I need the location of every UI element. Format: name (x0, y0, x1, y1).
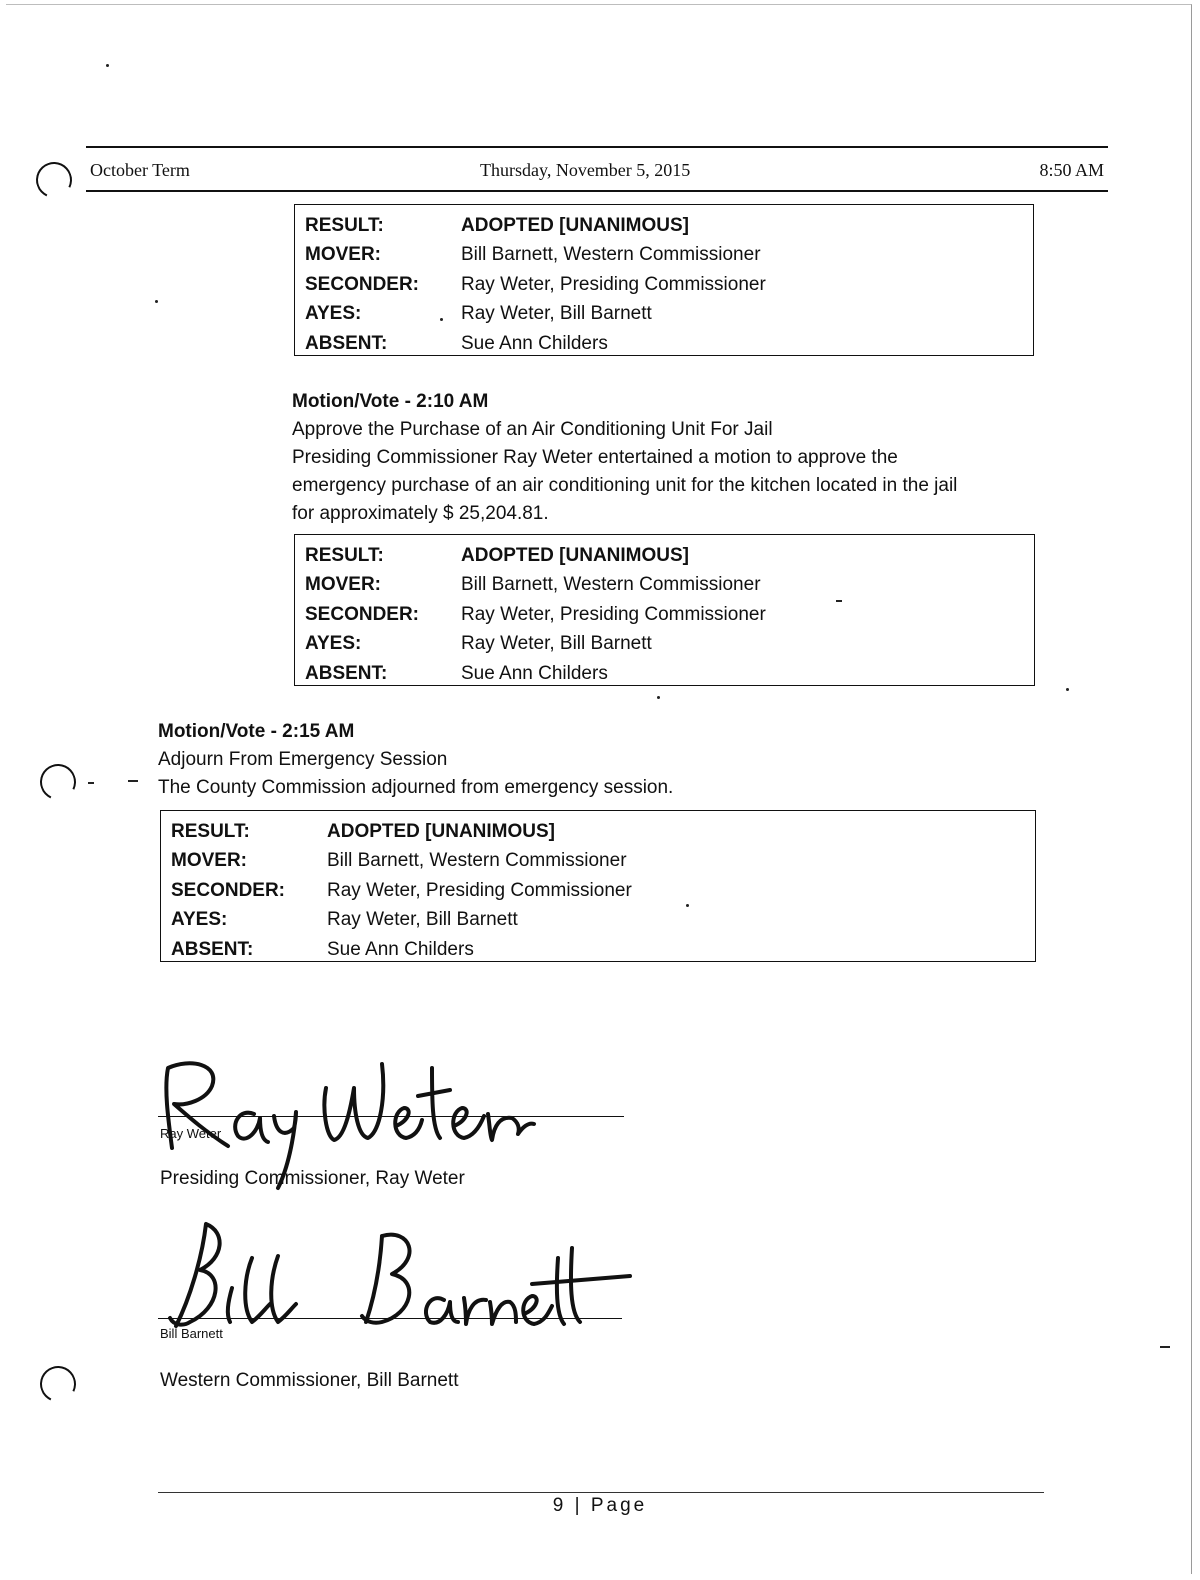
vote-label-absent: ABSENT: (305, 332, 388, 354)
vote-label-ayes: AYES: (305, 303, 362, 325)
vote-value-absent: Sue Ann Childers (461, 332, 608, 354)
scan-speck (106, 64, 109, 67)
vote-label-seconder: SECONDER: (305, 273, 420, 295)
motion-text-line: The County Commission adjourned from emergency session. (158, 777, 674, 798)
vote-label-mover: MOVER: (305, 574, 381, 596)
vote-row-ayes (171, 906, 1035, 936)
vote-value-ayes: Ray Weter, Bill Barnett (461, 303, 652, 325)
vote-value-mover: Bill Barnett, Western Commissioner (461, 574, 761, 596)
vote-row-absent (305, 659, 1034, 689)
signature-title: Western Commissioner, Bill Barnett (160, 1370, 459, 1391)
signature-line (158, 1116, 624, 1117)
vote-label-result: RESULT: (305, 544, 384, 566)
motion-block (158, 718, 673, 802)
vote-label-result: RESULT: (305, 214, 384, 236)
scan-speck (657, 696, 660, 699)
vote-row-mover (171, 847, 1035, 877)
vote-label-absent: ABSENT: (305, 662, 388, 684)
vote-row-result (305, 541, 1034, 571)
vote-row-absent (305, 329, 1033, 359)
vote-row-ayes (305, 630, 1034, 660)
vote-label-result: RESULT: (171, 820, 250, 842)
motion-text-line: for approximately $ 25,204.81. (292, 503, 549, 524)
vote-value-absent: Sue Ann Childers (461, 662, 608, 684)
scan-speck (155, 300, 158, 303)
vote-result-box (294, 534, 1035, 686)
motion-heading: Motion/Vote - 2:15 AM (158, 721, 355, 742)
footer-rule (158, 1492, 1044, 1493)
motion-text-line: emergency purchase of an air conditioning unit for the kitchen located in the jail (292, 475, 958, 496)
vote-value-absent: Sue Ann Childers (327, 938, 474, 960)
signature-printed-name: Bill Barnett (160, 1326, 223, 1341)
vote-row-absent (171, 935, 1035, 965)
motion-block (292, 388, 957, 528)
vote-value-seconder: Ray Weter, Presiding Commissioner (327, 879, 632, 901)
vote-value-mover: Bill Barnett, Western Commissioner (461, 244, 761, 266)
vote-result-box (294, 204, 1034, 356)
vote-value-result: ADOPTED [UNANIMOUS] (461, 544, 689, 566)
signature-title: Presiding Commissioner, Ray Weter (160, 1168, 465, 1189)
motion-text-line: Presiding Commissioner Ray Weter entertained a motion to approve the (292, 447, 898, 468)
vote-label-mover: MOVER: (171, 850, 247, 872)
header-term: October Term (90, 160, 190, 180)
vote-value-ayes: Ray Weter, Bill Barnett (327, 909, 518, 931)
vote-row-seconder (305, 270, 1033, 300)
vote-value-seconder: Ray Weter, Presiding Commissioner (461, 273, 766, 295)
scan-mark (128, 780, 138, 782)
vote-value-ayes: Ray Weter, Bill Barnett (461, 633, 652, 655)
vote-row-mover (305, 571, 1034, 601)
scan-mark (1160, 1346, 1170, 1348)
motion-heading: Motion/Vote - 2:10 AM (292, 391, 489, 412)
vote-label-ayes: AYES: (171, 909, 228, 931)
vote-value-mover: Bill Barnett, Western Commissioner (327, 850, 627, 872)
scan-speck (1066, 688, 1069, 691)
vote-row-seconder (171, 876, 1035, 906)
vote-value-result: ADOPTED [UNANIMOUS] (327, 820, 555, 842)
vote-row-mover (305, 241, 1033, 271)
vote-value-seconder: Ray Weter, Presiding Commissioner (461, 603, 766, 625)
vote-label-seconder: SECONDER: (171, 879, 286, 901)
header-rule-top (86, 146, 1108, 148)
vote-label-mover: MOVER: (305, 244, 381, 266)
vote-row-result (305, 211, 1033, 241)
vote-label-ayes: AYES: (305, 633, 362, 655)
signature-printed-name: Ray Weter (160, 1126, 222, 1141)
signature-line (158, 1318, 622, 1319)
motion-title: Approve the Purchase of an Air Conditioning Unit For Jail (292, 419, 773, 440)
vote-label-absent: ABSENT: (171, 938, 254, 960)
vote-result-box (160, 810, 1036, 962)
vote-value-result: ADOPTED [UNANIMOUS] (461, 214, 689, 236)
page-number: 9 | Page (552, 1495, 648, 1516)
vote-row-ayes (305, 300, 1033, 330)
signature-bill-barnett (160, 1218, 630, 1338)
vote-row-seconder (305, 600, 1034, 630)
scan-mark (88, 782, 94, 784)
vote-row-result (171, 817, 1035, 847)
header-date: Thursday, November 5, 2015 (480, 160, 691, 180)
vote-label-seconder: SECONDER: (305, 603, 420, 625)
header-rule-bottom (86, 190, 1108, 192)
motion-title: Adjourn From Emergency Session (158, 749, 448, 770)
header-time: 8:50 AM (1039, 160, 1104, 180)
